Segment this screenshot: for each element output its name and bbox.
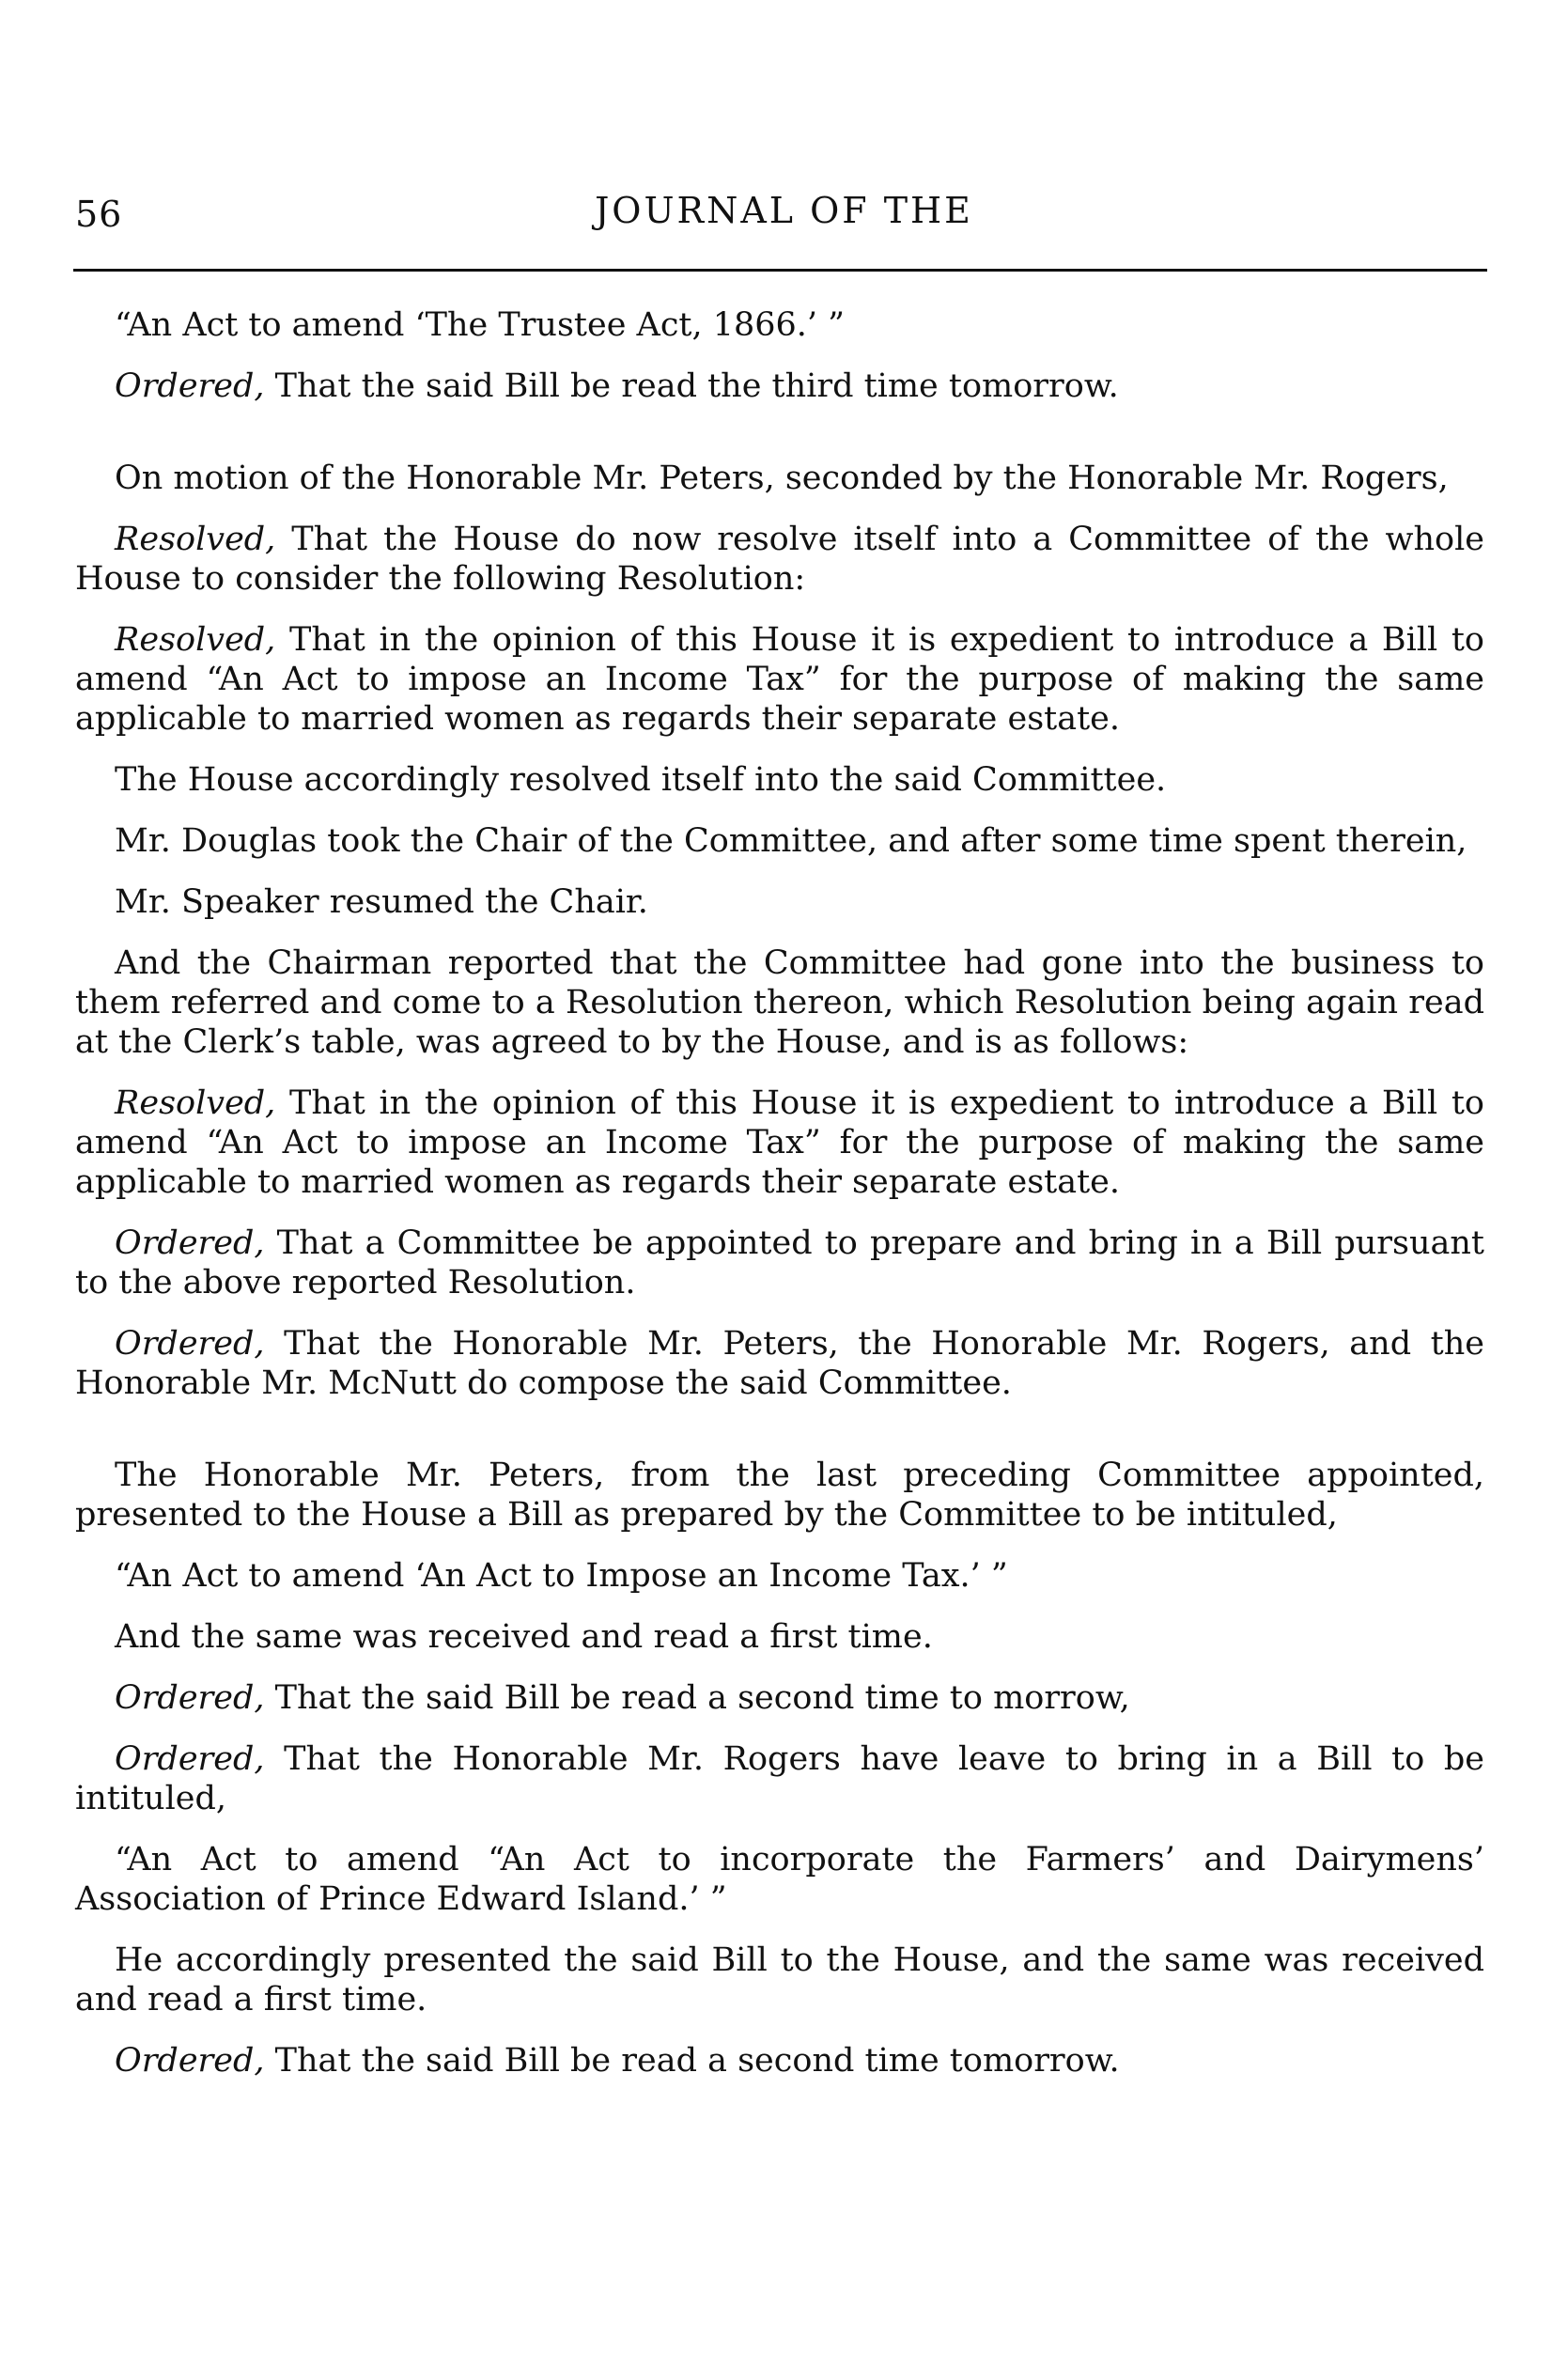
chair-paragraph: Mr. Douglas took the Chair of the Committee, and after some time spent therein, bbox=[115, 822, 1467, 860]
running-title: JOURNAL OF THE bbox=[595, 190, 973, 231]
chairman-report-paragraph: And the Chairman reported that the Committee had gone into the business to them referred and come to a Resolution thereon, which Resolution being again read at the Clerk’s table, was agreed to by the House, and is as follows: bbox=[75, 944, 1484, 1061]
order-leave-bill: Ordered, That the Honorable Mr. Rogers have leave to bring in a Bill to be intituled, bbox=[75, 1740, 1484, 1817]
page-number: 56 bbox=[75, 194, 123, 235]
order-third-reading: Ordered, That the said Bill be read the third time tomorrow. bbox=[115, 367, 1119, 405]
first-reading-paragraph: And the same was received and read a first time. bbox=[115, 1618, 933, 1656]
order-committee-members: Ordered, That the Honorable Mr. Peters, the Honorable Mr. Rogers, and the Honorable Mr. McNutt do compose the said Committee. bbox=[75, 1325, 1484, 1402]
bill-received-paragraph: He accordingly presented the said Bill to the House, and the same was received and read a first time. bbox=[75, 1941, 1484, 2018]
speaker-paragraph: Mr. Speaker resumed the Chair. bbox=[115, 883, 648, 921]
order-second-reading: Ordered, That the said Bill be read a second time to morrow, bbox=[115, 1679, 1130, 1717]
bill-title-income-tax: “An Act to amend ‘An Act to Impose an Income Tax.’ ” bbox=[115, 1557, 1008, 1595]
bill-title-farmers-association: “An Act to amend “An Act to incorporate the Farmers’ and Dairymens’ Association of Prince Edward Island.’ ” bbox=[75, 1841, 1484, 1918]
house-resolved-paragraph: The House accordingly resolved itself into the said Committee. bbox=[115, 761, 1167, 799]
bill-title-trustee-act: “An Act to amend ‘The Trustee Act, 1866.’ ” bbox=[115, 306, 846, 344]
resolution-income-tax: Resolved, That in the opinion of this House it is expedient to introduce a Bill to amend “An Act to impose an Income Tax” for the purpose of making the same applicable to married women as regards their separate estate. bbox=[75, 621, 1484, 738]
resolution-committee: Resolved, That the House do now resolve itself into a Committee of the whole House to consider the following Resolution: bbox=[75, 521, 1484, 598]
journal-body bbox=[75, 305, 1484, 2102]
header-rule bbox=[73, 269, 1487, 272]
order-committee-appointed: Ordered, That a Committee be appointed to prepare and bring in a Bill pursuant to the above reported Resolution. bbox=[75, 1224, 1484, 1301]
motion-paragraph: On motion of the Honorable Mr. Peters, seconded by the Honorable Mr. Rogers, bbox=[115, 460, 1449, 497]
order-second-reading-final: Ordered, That the said Bill be read a second time tomorrow. bbox=[115, 2042, 1120, 2080]
bill-presented-paragraph: The Honorable Mr. Peters, from the last preceding Committee appointed, presented to the House a Bill as prepared by the Committee to be intituled, bbox=[75, 1457, 1484, 1534]
resolution-agreed: Resolved, That in the opinion of this House it is expedient to introduce a Bill to amend “An Act to impose an Income Tax” for the purpose of making the same applicable to married women as regards their separate estate. bbox=[75, 1084, 1484, 1201]
